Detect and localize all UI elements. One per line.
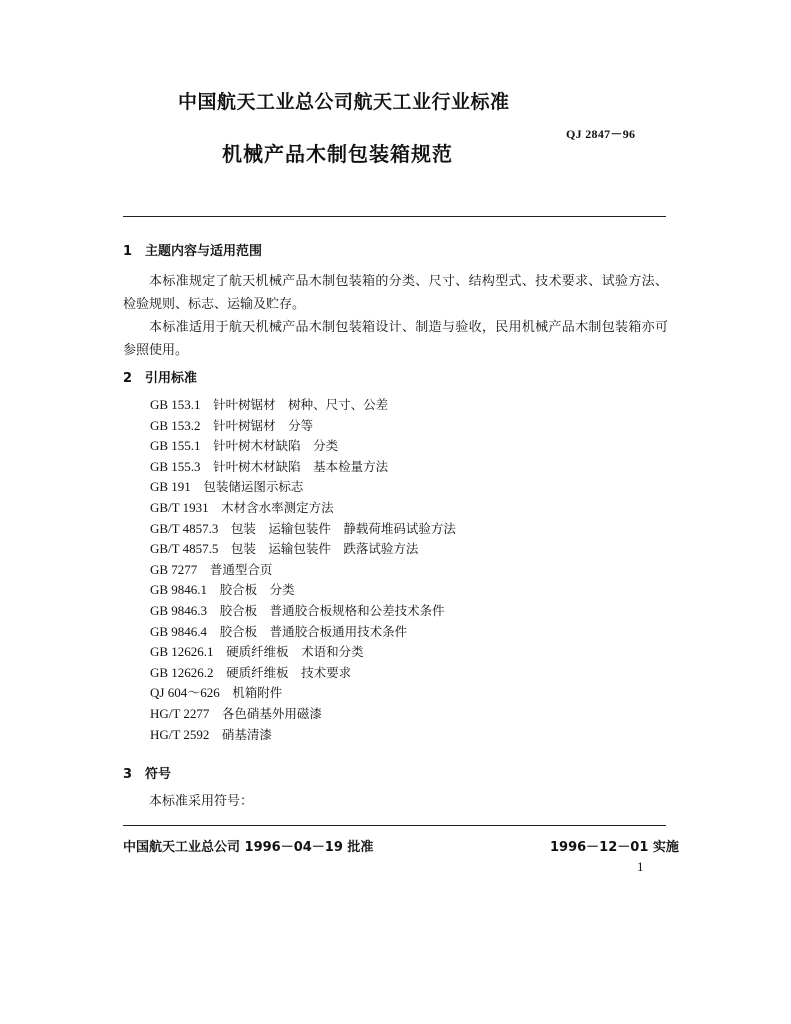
standard-code: GB 12626.2 <box>150 664 214 680</box>
standard-code: QJ 604～626 <box>150 685 220 701</box>
list-item <box>150 457 456 478</box>
standard-code: GB/T 1931 <box>150 499 209 515</box>
standard-title: 包装 运输包装件 静载荷堆码试验方法 <box>230 520 456 536</box>
list-item <box>150 477 456 498</box>
section-1-heading <box>123 240 262 259</box>
standard-title: 针叶树木材缺陷 基本检量方法 <box>213 458 389 474</box>
list-item <box>150 704 456 725</box>
standard-title: 普通型合页 <box>209 561 273 577</box>
standard-code: HG/T 2277 <box>150 705 210 721</box>
list-item <box>150 436 456 457</box>
section-3-number: 3 <box>123 767 133 782</box>
section-3-heading <box>123 763 171 782</box>
standard-title: 机箱附件 <box>232 685 283 701</box>
section-1-paragraph-1: 本标准规定了航天机械产品木制包装箱的分类、尺寸、结构型式、技术要求、试验方法、检验规则、标志、运输及贮存。 <box>123 274 668 312</box>
list-item <box>150 580 456 601</box>
list-item <box>150 560 456 581</box>
standard-title: 胶合板 分类 <box>219 582 295 598</box>
list-item <box>150 539 456 560</box>
standard-code: GB 191 <box>150 479 191 495</box>
standard-code: GB 9846.3 <box>150 602 208 618</box>
standard-title: 包装 运输包装件 跌落试验方法 <box>230 541 419 557</box>
section-2-title: 引用标准 <box>145 371 198 386</box>
standard-code: GB 7277 <box>150 561 198 577</box>
section-1-paragraph-2: 本标准适用于航天机械产品木制包装箱设计、制造与验收，民用机械产品木制包装箱亦可参照使用。 <box>123 320 668 358</box>
standard-code: GB 9846.1 <box>150 582 208 598</box>
list-item <box>150 622 456 643</box>
standard-title: 硬质纤维板 技术要求 <box>226 664 352 680</box>
standard-code: GB 12626.1 <box>150 644 214 660</box>
standard-code: GB 155.1 <box>150 438 201 454</box>
approval-statement: 中国航天工业总公司 1996－04－19 批准 <box>123 840 374 855</box>
document-title: 机械产品木制包装箱规范 <box>222 142 453 166</box>
page-number: 1 <box>637 859 644 874</box>
list-item <box>150 663 456 684</box>
standard-title: 各色硝基外用磁漆 <box>221 705 322 721</box>
section-1-number: 1 <box>123 244 133 259</box>
standard-title: 木材含水率测定方法 <box>221 499 334 515</box>
standard-title: 包装储运图示标志 <box>203 479 304 495</box>
standard-code: HG/T 2592 <box>150 726 210 742</box>
standard-code: GB 9846.4 <box>150 623 208 639</box>
standard-title: 胶合板 普通胶合板通用技术条件 <box>219 623 408 639</box>
section-2-heading <box>123 367 197 386</box>
referenced-standards-list <box>150 395 456 745</box>
section-3-title: 符号 <box>145 767 172 782</box>
standard-title: 硬质纤维板 术语和分类 <box>226 644 364 660</box>
implementation-date: 1996－12－01 实施 <box>550 840 679 855</box>
standard-code: GB 155.3 <box>150 458 201 474</box>
list-item <box>150 498 456 519</box>
header-divider <box>123 216 666 217</box>
standard-title: 胶合板 普通胶合板规格和公差技术条件 <box>219 602 445 618</box>
organization-standard-heading: 中国航天工业总公司航天工业行业标准 <box>178 91 510 113</box>
standard-title: 针叶树木材缺陷 分类 <box>213 438 339 454</box>
standard-number: QJ 2847－96 <box>566 127 636 141</box>
standard-code: GB 153.2 <box>150 417 201 433</box>
standard-code: GB/T 4857.5 <box>150 541 219 557</box>
standard-title: 针叶树锯材 分等 <box>213 417 314 433</box>
footer-divider <box>123 825 666 826</box>
section-3-paragraph-1: 本标准采用符号： <box>149 794 254 809</box>
list-item <box>150 642 456 663</box>
standard-title: 硝基清漆 <box>221 726 272 742</box>
section-1-title: 主题内容与适用范围 <box>145 244 263 259</box>
list-item <box>150 416 456 437</box>
list-item <box>150 395 456 416</box>
standard-code: GB/T 4857.3 <box>150 520 219 536</box>
standard-code: GB 153.1 <box>150 397 201 412</box>
list-item <box>150 725 456 746</box>
list-item <box>150 683 456 704</box>
standard-title: 针叶树锯材 树种、尺寸、公差 <box>213 397 389 412</box>
list-item <box>150 519 456 540</box>
section-2-number: 2 <box>123 371 133 386</box>
list-item <box>150 601 456 622</box>
